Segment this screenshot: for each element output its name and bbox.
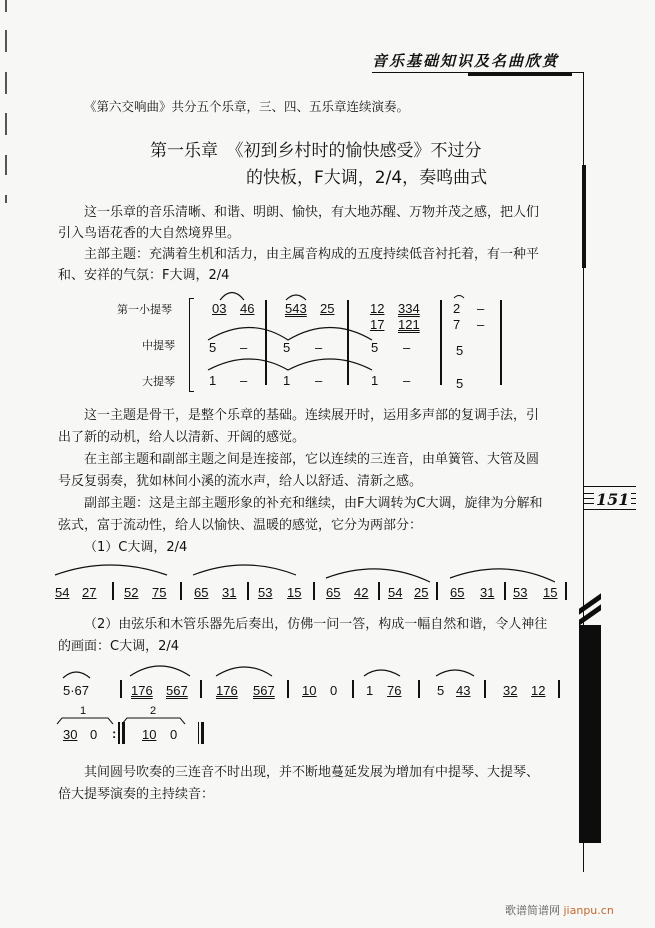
note: 12 bbox=[370, 301, 385, 316]
note: – bbox=[477, 301, 485, 316]
watermark bbox=[505, 902, 614, 918]
note: – bbox=[403, 340, 411, 355]
note: 65 bbox=[326, 585, 341, 600]
note: 5 bbox=[437, 683, 445, 698]
note: 52 bbox=[124, 585, 139, 600]
note: 5 bbox=[283, 340, 291, 355]
movement-heading-line1: 第一乐章 《初到乡村时的愉快感受》不过分 bbox=[150, 141, 482, 161]
movement-heading-line2: 的快板，F大调，2/4，奏鸣曲式 bbox=[246, 168, 488, 188]
note: 0 bbox=[90, 727, 98, 742]
note: 75 bbox=[152, 585, 167, 600]
paragraph-text: 其间圆号吹奏的三连音不时出现，并不断地蔓延发展为增加有中提琴、大提琴、 bbox=[84, 765, 540, 780]
note: 5·67 bbox=[63, 683, 90, 698]
note: 76 bbox=[387, 683, 402, 698]
note: 1 bbox=[283, 373, 291, 388]
note: 42 bbox=[354, 585, 369, 600]
paragraph-text: 这一乐章的音乐清晰、和谐、明朗、愉快，有大地苏醒、万物并茂之感，把人们 bbox=[84, 205, 540, 220]
note: 43 bbox=[456, 683, 471, 698]
note: – bbox=[315, 373, 323, 388]
paragraph-text: 引入鸟语花香的大自然境界里。 bbox=[58, 226, 241, 241]
note: 65 bbox=[450, 585, 465, 600]
note: 15 bbox=[287, 585, 302, 600]
note: 27 bbox=[82, 585, 97, 600]
repeat-sign: : bbox=[112, 726, 117, 741]
volta-label: 1 bbox=[80, 705, 87, 717]
volta-label: 2 bbox=[150, 705, 157, 717]
paragraph-text: 这一主题是骨干，是整个乐章的基础。连续展开时，运用多声部的复调手法，引 bbox=[84, 408, 540, 423]
note: 0 bbox=[330, 683, 338, 698]
note: 53 bbox=[513, 585, 528, 600]
note: 2 bbox=[453, 301, 461, 316]
note: 46 bbox=[240, 301, 255, 316]
paragraph-text: 主部主题：充满着生机和活力，由主属音构成的五度持续低音衬托着，有一种平 bbox=[84, 247, 540, 262]
note: 31 bbox=[222, 585, 237, 600]
paragraph-text: 弦式，富于流动性，给人以愉快、温暖的感觉，它分为两部分： bbox=[58, 518, 423, 533]
note: 121 bbox=[398, 317, 420, 332]
note: 31 bbox=[480, 585, 495, 600]
note: 543 bbox=[285, 301, 307, 316]
note: 03 bbox=[212, 301, 227, 316]
note: 0 bbox=[170, 727, 178, 742]
watermark-cn: 歌谱简谱网 bbox=[505, 904, 560, 917]
note: 17 bbox=[370, 317, 385, 332]
intro-text: 《第六交响曲》共分五个乐章，三、四、五乐章连续演奏。 bbox=[84, 99, 410, 114]
note: – bbox=[403, 373, 411, 388]
paragraph-text: 号反复弱奏，犹如林间小溪的流水声，给人以舒适、清新之感。 bbox=[58, 474, 423, 489]
note: 53 bbox=[258, 585, 273, 600]
note: 65 bbox=[194, 585, 209, 600]
note: 5 bbox=[456, 376, 464, 391]
paragraph-text: （2）由弦乐和木管乐器先后奏出，仿佛一问一答，构成一幅自然和谐，令人神往 bbox=[84, 617, 548, 632]
watermark-url: jianpu.cn bbox=[563, 904, 614, 917]
paragraph-text: 的画面：C大调，2/4 bbox=[58, 639, 179, 654]
note: 5 bbox=[371, 340, 379, 355]
paragraph-text: （1）C大调，2/4 bbox=[84, 540, 188, 555]
instrument-label: 大提琴 bbox=[142, 375, 175, 388]
note: 54 bbox=[388, 585, 403, 600]
note: 334 bbox=[398, 301, 420, 316]
note: 567 bbox=[253, 683, 275, 698]
note: 7 bbox=[453, 317, 461, 332]
paragraph-text: 倍大提琴演奏的主持续音： bbox=[58, 787, 215, 802]
note: 1 bbox=[209, 373, 217, 388]
note: 567 bbox=[166, 683, 188, 698]
note: 10 bbox=[302, 683, 317, 698]
note: 32 bbox=[503, 683, 518, 698]
paragraph-text: 出了新的动机，给人以清新、开阔的感觉。 bbox=[58, 430, 306, 445]
paragraph-text: 和、安祥的气氛：F大调，2/4 bbox=[58, 268, 230, 283]
instrument-label: 中提琴 bbox=[142, 339, 175, 352]
note: 25 bbox=[320, 301, 335, 316]
paragraph-text: 在主部主题和副部主题之间是连接部，它以连续的三连音，由单簧管、大管及圆 bbox=[84, 452, 540, 467]
note: 12 bbox=[531, 683, 546, 698]
paragraph-text: 副部主题：这是主部主题形象的补充和继续，由F大调转为C大调，旋律为分解和 bbox=[84, 496, 543, 511]
note: 15 bbox=[543, 585, 558, 600]
note: 30 bbox=[63, 727, 78, 742]
note: 5 bbox=[209, 340, 217, 355]
note: 176 bbox=[131, 683, 153, 698]
note: 54 bbox=[55, 585, 70, 600]
running-header-title: 音乐基础知识及名曲欣赏 bbox=[372, 52, 560, 70]
note: 1 bbox=[371, 373, 379, 388]
page-number: 151 bbox=[596, 490, 630, 509]
instrument-label: 第一小提琴 bbox=[117, 303, 172, 316]
note: – bbox=[477, 317, 485, 332]
note: – bbox=[240, 373, 248, 388]
note: 10 bbox=[142, 727, 157, 742]
note: 1 bbox=[366, 683, 374, 698]
note: 5 bbox=[456, 343, 464, 358]
note: 176 bbox=[216, 683, 238, 698]
note: – bbox=[240, 340, 248, 355]
note: 25 bbox=[414, 585, 429, 600]
note: – bbox=[315, 340, 323, 355]
